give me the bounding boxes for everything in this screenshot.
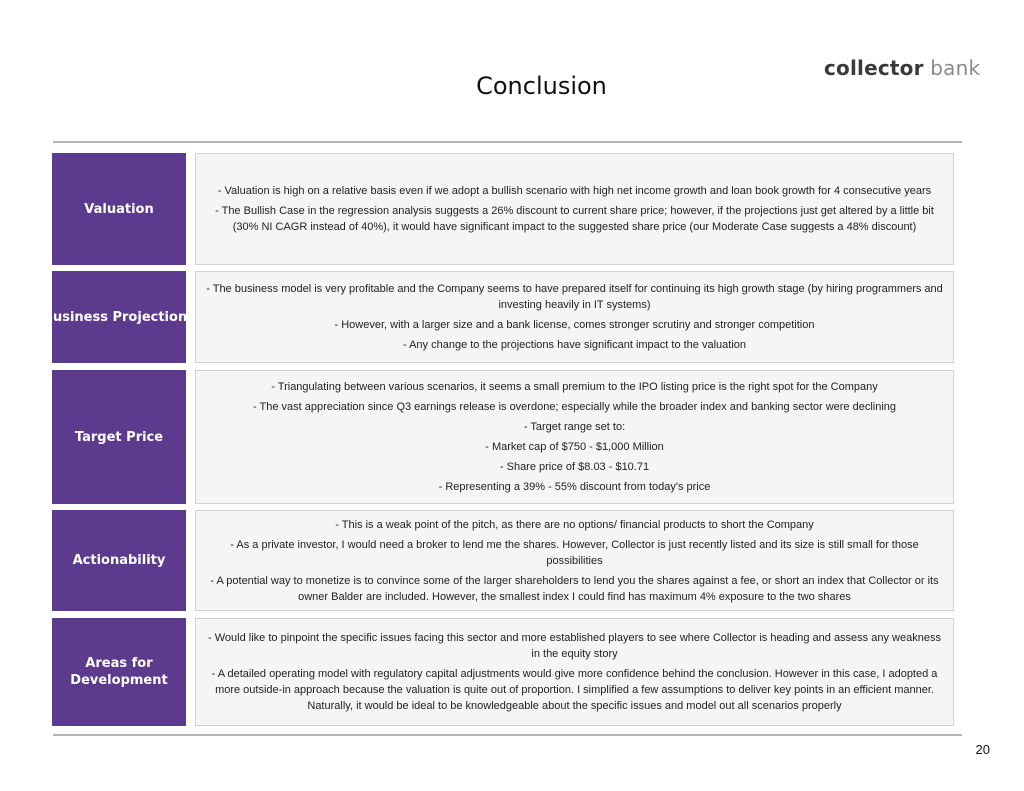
section-box-target-price [195,370,954,504]
bullet-text: - However, with a larger size and a bank license, comes stronger scrutiny and stronger competition [334,319,815,331]
section-box-actionability [195,510,954,611]
section-label-text: Target Price [74,429,164,445]
collector-bank-logo [824,56,980,80]
bullet-text: - Share price of $8.03 - $10.71 [499,461,650,473]
bullet-text: - Triangulating between various scenarios, it seems a small premium to the IPO listing price is the right spot for the Company [271,381,878,393]
bottom-divider [53,734,962,736]
section-label-text: Valuation [84,201,154,217]
top-divider [53,141,962,143]
bullet-text: - Any change to the projections have significant impact to the valuation [402,339,747,351]
page-number: 20 [975,742,990,757]
logo-word-collector: collector [824,56,924,80]
section-label-text: Business Projections [43,309,195,325]
bullet-text: - Representing a 39% - 55% discount from today's price [438,481,711,493]
bullet-text: - The Bullish Case in the regression analysis suggests a 26% discount to current share price; however, if the projections just get altered by a little bit (30% NI CAGR instead of 40%), it would have significant impact to the suggested share price (our Moderate Case suggests a 48% discount) [215,205,934,233]
section-label-target-price [52,370,186,504]
bullet-text: - Market cap of $750 - $1,000 Million [485,441,664,453]
bullet-text: - Target range set to: [523,421,626,433]
bullet-text: - Would like to pinpoint the specific issues facing this sector and more established players to see where Collector is heading and assess any weakness in the equity story [208,632,941,660]
section-box-business-projections [195,271,954,363]
bullet-text: - A detailed operating model with regulatory capital adjustments would give more confidence behind the conclusion. However in this case, I adopted a more outside-in approach because the valuation is quite out of proportion. I simplified a few assumptions to deliver key points in an efficient manner. Naturally, it would be ideal to be knowledgeable about the specific issues and model out all scenarios properly [211,668,938,712]
bullet-text: - As a private investor, I would need a broker to lend me the shares. However, Collector is just recently listed and its size is still small for those possibilities [230,538,919,567]
bullet-text: - The vast appreciation since Q3 earnings release is overdone; especially while the broader index and banking sector were declining [252,401,897,413]
bullet-text: - This is a weak point of the pitch, as there are no options/ financial products to short the Company [335,518,814,531]
section-label-areas-for-development [52,618,186,726]
bullet-text: - A potential way to monetize is to convince some of the larger shareholders to lend you the shares against a fee, or short an index that Collector or its owner Balder are included. However, the smallest index I could find has maximum 4% exposure to the two shares [210,574,939,603]
bullet-text: - The business model is very profitable and the Company seems to have prepared itself for continuing its high growth stage (by hiring programmers and investing heavily in IT systems) [206,283,943,311]
slide-title: Conclusion [476,72,607,100]
bullet-text: - Valuation is high on a relative basis even if we adopt a bullish scenario with high net income growth and loan book growth for 4 consecutive years [217,185,932,197]
section-box-valuation [195,153,954,265]
logo-word-bank: bank [930,56,981,80]
section-label-business-projections [43,271,195,363]
section-label-valuation [52,153,186,265]
section-label-text: Actionability [72,553,166,568]
section-box-areas-for-development [195,618,954,726]
section-label-actionability [52,510,186,611]
section-label-text: Areas for Development [70,656,168,688]
